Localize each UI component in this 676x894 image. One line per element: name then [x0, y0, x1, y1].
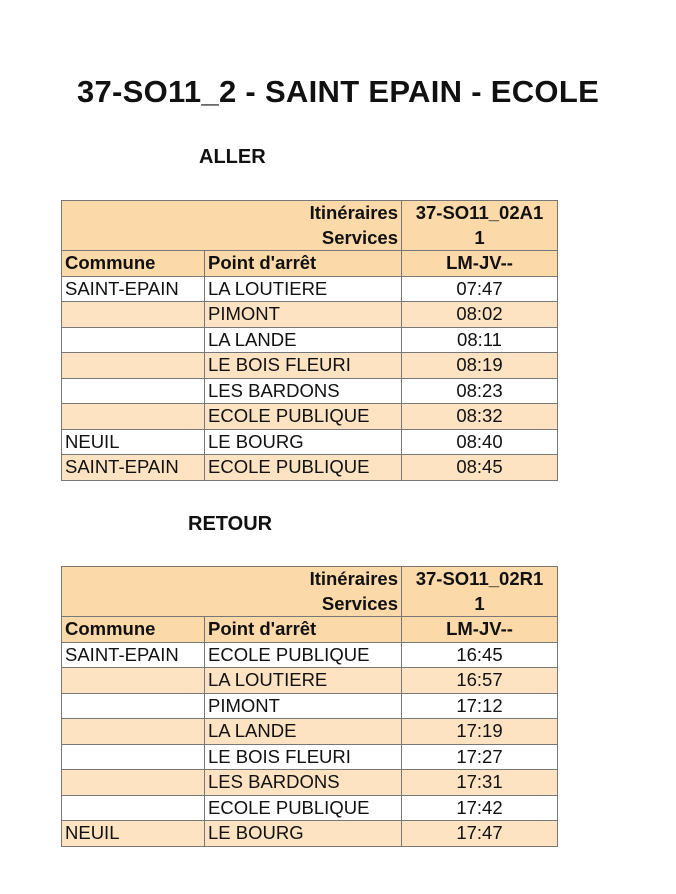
commune-cell — [62, 327, 205, 353]
stop-cell: LE BOIS FLEURI — [205, 744, 402, 770]
retour-itineraires-row — [62, 567, 558, 592]
table-row — [62, 642, 558, 668]
retour-commune-header: Commune — [62, 617, 205, 643]
table-row — [62, 821, 558, 847]
table-row — [62, 455, 558, 481]
table-row — [62, 404, 558, 430]
stop-cell: PIMONT — [205, 693, 402, 719]
commune-cell — [62, 302, 205, 328]
retour-services-row — [62, 592, 558, 617]
stop-cell: LE BOURG — [205, 429, 402, 455]
retour-days-header: LM-JV-- — [402, 617, 558, 643]
commune-cell — [62, 378, 205, 404]
retour-services-label: Services — [62, 592, 402, 617]
table-row — [62, 378, 558, 404]
aller-itineraires-row — [62, 201, 558, 226]
stop-cell: LES BARDONS — [205, 770, 402, 796]
commune-cell — [62, 770, 205, 796]
retour-itineraires-label: Itinéraires — [62, 567, 402, 592]
table-row — [62, 795, 558, 821]
time-cell: 07:47 — [402, 276, 558, 302]
commune-cell: SAINT-EPAIN — [62, 455, 205, 481]
aller-route-code: 37-SO11_02A1 — [402, 201, 558, 226]
commune-cell: SAINT-EPAIN — [62, 642, 205, 668]
retour-column-header-row — [62, 617, 558, 643]
stop-cell: ECOLE PUBLIQUE — [205, 455, 402, 481]
aller-days-header: LM-JV-- — [402, 251, 558, 277]
table-row — [62, 327, 558, 353]
time-cell: 08:40 — [402, 429, 558, 455]
commune-cell — [62, 668, 205, 694]
stop-cell: LES BARDONS — [205, 378, 402, 404]
aller-itineraires-label: Itinéraires — [62, 201, 402, 226]
aller-commune-header: Commune — [62, 251, 205, 277]
aller-service-number: 1 — [402, 226, 558, 251]
stop-cell: LE BOURG — [205, 821, 402, 847]
table-row — [62, 719, 558, 745]
aller-services-label: Services — [62, 226, 402, 251]
aller-column-header-row — [62, 251, 558, 277]
commune-cell: NEUIL — [62, 429, 205, 455]
time-cell: 08:45 — [402, 455, 558, 481]
stop-cell: LA LOUTIERE — [205, 668, 402, 694]
time-cell: 08:32 — [402, 404, 558, 430]
retour-service-number: 1 — [402, 592, 558, 617]
time-cell: 17:42 — [402, 795, 558, 821]
retour-stop-header: Point d'arrêt — [205, 617, 402, 643]
time-cell: 17:27 — [402, 744, 558, 770]
stop-cell: LE BOIS FLEURI — [205, 353, 402, 379]
table-row — [62, 668, 558, 694]
table-row — [62, 770, 558, 796]
time-cell: 16:45 — [402, 642, 558, 668]
commune-cell: SAINT-EPAIN — [62, 276, 205, 302]
stop-cell: PIMONT — [205, 302, 402, 328]
commune-cell: NEUIL — [62, 821, 205, 847]
time-cell: 08:19 — [402, 353, 558, 379]
commune-cell — [62, 693, 205, 719]
time-cell: 17:31 — [402, 770, 558, 796]
aller-services-row — [62, 226, 558, 251]
table-row — [62, 693, 558, 719]
table-row — [62, 353, 558, 379]
time-cell: 17:47 — [402, 821, 558, 847]
table-row — [62, 429, 558, 455]
time-cell: 08:02 — [402, 302, 558, 328]
stop-cell: ECOLE PUBLIQUE — [205, 404, 402, 430]
aller-label: ALLER — [199, 146, 266, 168]
time-cell: 17:12 — [402, 693, 558, 719]
time-cell: 16:57 — [402, 668, 558, 694]
time-cell: 17:19 — [402, 719, 558, 745]
commune-cell — [62, 795, 205, 821]
time-cell: 08:23 — [402, 378, 558, 404]
retour-label: RETOUR — [188, 513, 273, 535]
aller-stop-header: Point d'arrêt — [205, 251, 402, 277]
stop-cell: LA LOUTIERE — [205, 276, 402, 302]
stop-cell: ECOLE PUBLIQUE — [205, 795, 402, 821]
table-row — [62, 302, 558, 328]
time-cell: 08:11 — [402, 327, 558, 353]
commune-cell — [62, 719, 205, 745]
retour-timetable — [61, 566, 558, 847]
stop-cell: LA LANDE — [205, 719, 402, 745]
commune-cell — [62, 744, 205, 770]
aller-timetable — [61, 200, 558, 481]
page-title: 37-SO11_2 - SAINT EPAIN - ECOLE — [76, 74, 600, 109]
commune-cell — [62, 353, 205, 379]
stop-cell: ECOLE PUBLIQUE — [205, 642, 402, 668]
table-row — [62, 276, 558, 302]
commune-cell — [62, 404, 205, 430]
retour-route-code: 37-SO11_02R1 — [402, 567, 558, 592]
table-row — [62, 744, 558, 770]
stop-cell: LA LANDE — [205, 327, 402, 353]
